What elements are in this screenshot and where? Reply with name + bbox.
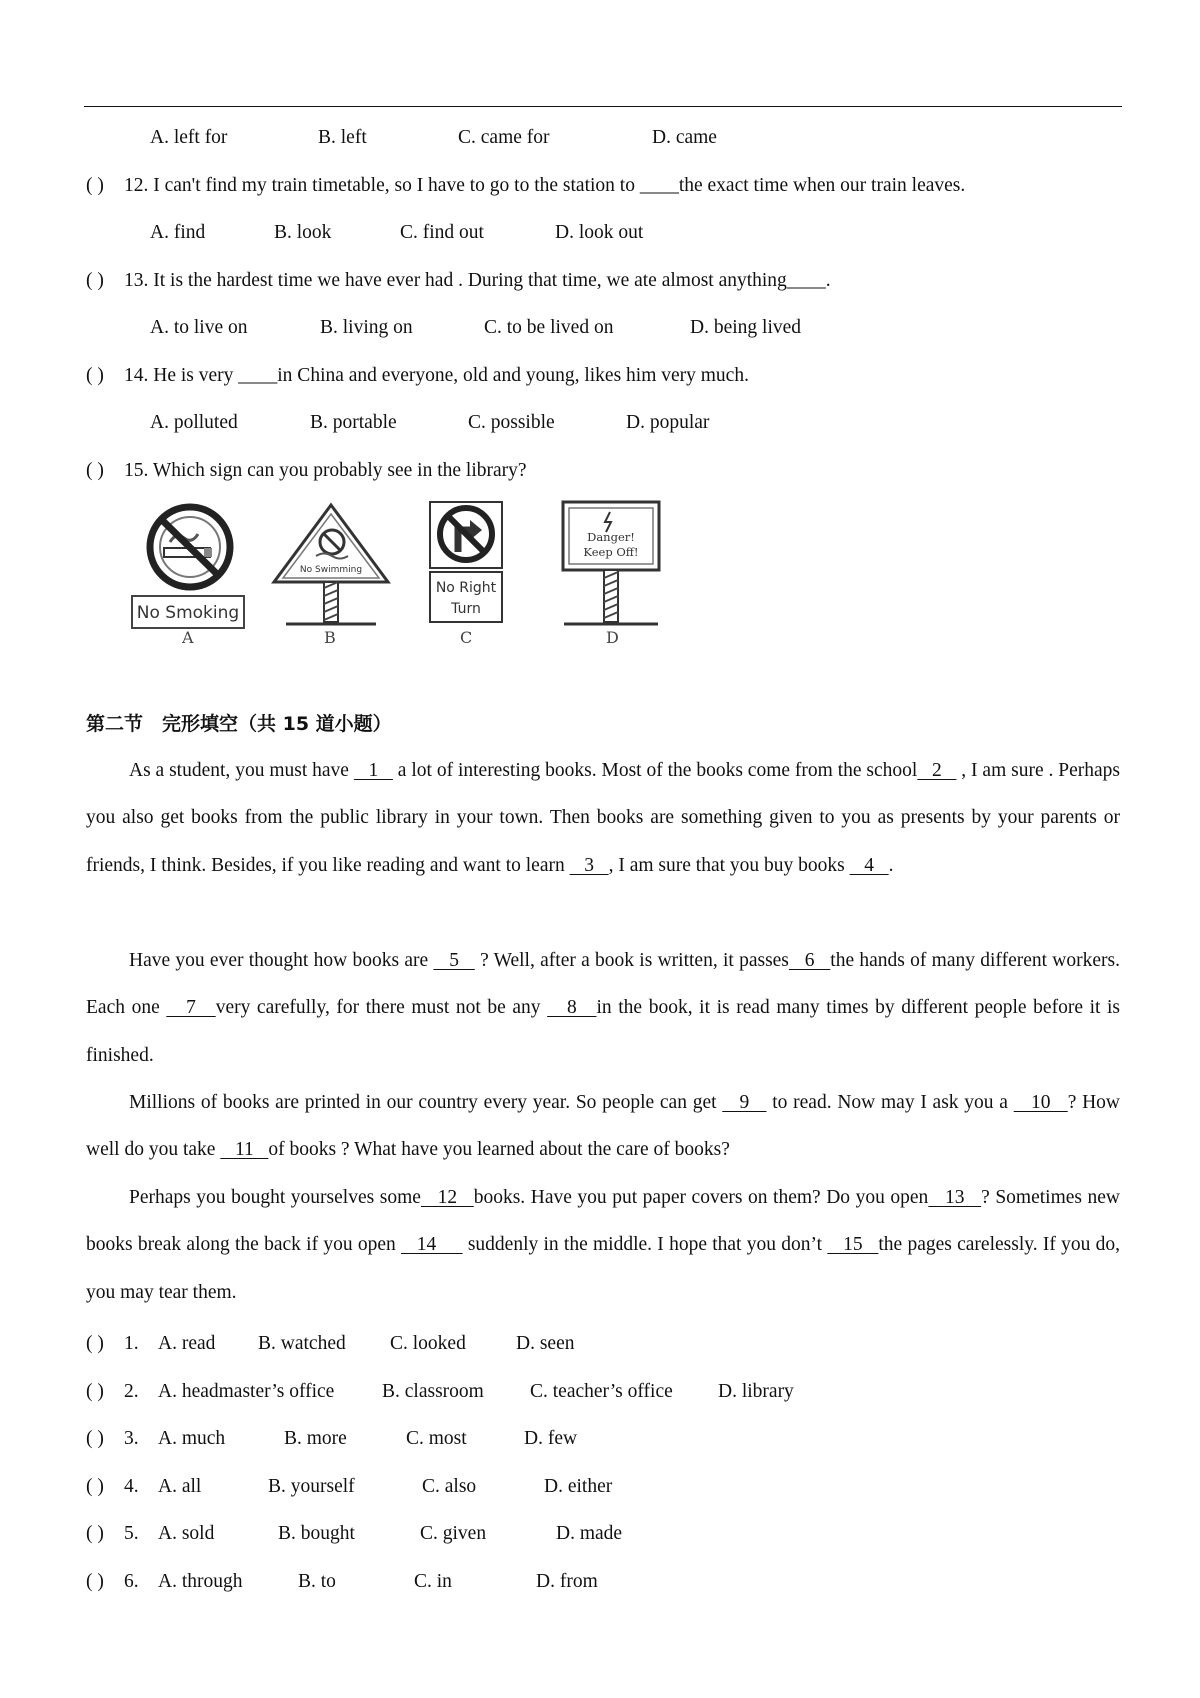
passage-text: , I am sure . Perhaps you also get books from the public library in your town. Then books are something given to you as presents by your parents or friends, I think. Besides, if you like reading and want to learn	[86, 760, 1121, 876]
question-number: 1.	[124, 1333, 139, 1354]
option: B. bought	[278, 1523, 355, 1544]
passage-text: the hands of many different workers. Each one	[86, 950, 1120, 1019]
option: D. library	[718, 1381, 794, 1402]
option-letter: C	[460, 628, 473, 647]
cloze-blank: 14	[401, 1234, 463, 1256]
cloze-blank: 12	[420, 1187, 474, 1208]
option: A. sold	[158, 1523, 215, 1544]
option: C. came for	[458, 127, 550, 148]
cloze-blank: 3	[569, 854, 609, 876]
option: C. also	[422, 1476, 477, 1497]
option: A. much	[158, 1428, 226, 1449]
answer-paren[interactable]: ( )	[86, 1428, 104, 1449]
question-number: 5.	[124, 1523, 139, 1544]
option: D. seen	[516, 1333, 575, 1354]
question-stem: 14. He is very ____in China and everyone, old and young, likes him very much.	[124, 365, 749, 386]
answer-paren[interactable]: ( )	[86, 270, 104, 291]
passage-text: .	[888, 854, 894, 876]
option: B. left	[318, 127, 367, 148]
passage-text: to read. Now may I ask you a	[766, 1092, 1014, 1113]
option: B. watched	[258, 1333, 346, 1354]
cloze-blank: 13	[928, 1187, 982, 1208]
passage-text: Have you ever thought how books are	[129, 950, 434, 971]
section-title: 第二节 完形填空（共 15 道小题）	[86, 713, 392, 735]
option: C. teacher’s office	[530, 1381, 673, 1402]
passage-text: in the book, it is read many times by different people before it is finished.	[86, 997, 1121, 1066]
option: B. more	[284, 1428, 347, 1449]
option: C. in	[414, 1571, 452, 1592]
question-number: 2.	[124, 1381, 139, 1402]
option: A. left for	[150, 127, 228, 148]
cloze-blank: 4	[849, 854, 889, 876]
answer-paren[interactable]: ( )	[86, 1523, 104, 1544]
answer-paren[interactable]: ( )	[86, 1476, 104, 1497]
sign-options	[130, 500, 690, 650]
passage-paragraph-2	[86, 937, 1120, 1079]
question-stem: 13. It is the hardest time we have ever had . During that time, we ate almost anything____.	[124, 270, 831, 291]
passage-text: very carefully, for there must not be any	[215, 997, 548, 1019]
answer-paren[interactable]: ( )	[86, 1571, 104, 1592]
cloze-blank: 2	[917, 760, 957, 781]
sign-label: No Swimming	[299, 565, 363, 575]
sign-b	[266, 500, 396, 650]
option: D. made	[556, 1523, 623, 1544]
sign-d	[560, 500, 662, 650]
sign-label: No Right	[435, 580, 497, 596]
cloze-blank: 9	[722, 1092, 767, 1113]
option: A. polluted	[150, 412, 238, 433]
option: C. to be lived on	[484, 317, 614, 338]
sign-label: No Smoking	[136, 603, 240, 623]
sign-label: Turn	[451, 601, 481, 617]
passage-text: of books ? What have you learned about the care of books?	[268, 1139, 730, 1161]
option: A. find	[150, 222, 206, 243]
passage-text: , I am sure that you buy books	[608, 854, 850, 876]
passage-text: suddenly in the middle. I hope that you don’t	[462, 1234, 828, 1256]
option: D. few	[524, 1428, 578, 1449]
question-stem: 12. I can't find my train timetable, so I have to go to the station to ____the exact time when our train leaves.	[124, 175, 966, 196]
option: C. possible	[468, 412, 555, 433]
passage-text: ? Sometimes new books break along the back if you open	[86, 1187, 1121, 1256]
option: C. looked	[390, 1333, 466, 1354]
cloze-blank: 5	[433, 950, 475, 971]
answer-paren[interactable]: ( )	[86, 1381, 104, 1402]
option: D. came	[652, 127, 717, 148]
passage-text: As a student, you must have	[129, 760, 354, 781]
sign-c	[426, 500, 508, 650]
no-swimming-sign-icon	[266, 500, 396, 628]
passage-text: Perhaps you bought yourselves some	[129, 1187, 421, 1208]
option-letter: B	[324, 628, 336, 647]
option: B. look	[274, 222, 332, 243]
option: A. all	[158, 1476, 202, 1497]
passage-text: Millions of books are printed in our country every year. So people can get	[129, 1092, 723, 1113]
option-letter: A	[182, 628, 194, 647]
header-rule	[84, 106, 1122, 107]
cloze-blank: 10	[1013, 1092, 1068, 1113]
option: D. being lived	[690, 317, 802, 338]
answer-paren[interactable]: ( )	[86, 365, 104, 386]
passage-paragraph-4	[86, 1174, 1120, 1316]
answer-paren[interactable]: ( )	[86, 1333, 104, 1354]
option: A. to live on	[150, 317, 248, 338]
option: A. headmaster’s office	[158, 1381, 335, 1402]
passage-text: a lot of interesting books. Most of the books come from the school	[392, 760, 918, 781]
passage-text: books. Have you put paper covers on them? Do you open	[473, 1187, 929, 1208]
passage-text: the pages carelessly. If you do, you may tear them.	[86, 1234, 1120, 1303]
cloze-blank: 1	[353, 760, 393, 781]
cloze-blank: 11	[220, 1139, 269, 1161]
option: B. to	[298, 1571, 336, 1592]
option: B. yourself	[268, 1476, 355, 1497]
option: B. classroom	[382, 1381, 484, 1402]
passage-paragraph-3	[86, 1079, 1120, 1174]
no-right-turn-sign-icon	[426, 500, 508, 628]
question-number: 3.	[124, 1428, 139, 1449]
question-stem: 15. Which sign can you probably see in the library?	[124, 460, 527, 481]
question-number: 4.	[124, 1476, 139, 1497]
answer-paren[interactable]: ( )	[86, 460, 104, 481]
answer-paren[interactable]: ( )	[86, 175, 104, 196]
option: C. most	[406, 1428, 467, 1449]
question-number: 6.	[124, 1571, 139, 1592]
sign-label: Danger!	[587, 530, 635, 544]
no-smoking-sign-icon	[130, 500, 250, 632]
option: C. given	[420, 1523, 487, 1544]
option: D. look out	[555, 222, 644, 243]
option-letter: D	[606, 628, 619, 647]
option: D. popular	[626, 412, 710, 433]
sign-a	[130, 500, 250, 650]
sign-label: Keep Off!	[583, 545, 639, 559]
option: B. portable	[310, 412, 397, 433]
option: D. either	[544, 1476, 613, 1497]
passage-text: ? How well do you take	[86, 1092, 1121, 1161]
option: A. through	[158, 1571, 243, 1592]
cloze-blank: 6	[788, 950, 831, 971]
cloze-blank: 15	[827, 1234, 879, 1256]
cloze-blank: 7	[166, 997, 216, 1019]
option: A. read	[158, 1333, 216, 1354]
danger-sign-icon	[560, 500, 662, 628]
cloze-blank: 8	[547, 997, 597, 1019]
passage-text: ? Well, after a book is written, it passes	[474, 950, 789, 971]
option: C. find out	[400, 222, 484, 243]
option: D. from	[536, 1571, 598, 1592]
passage-paragraph-1	[86, 747, 1120, 889]
option: B. living on	[320, 317, 413, 338]
